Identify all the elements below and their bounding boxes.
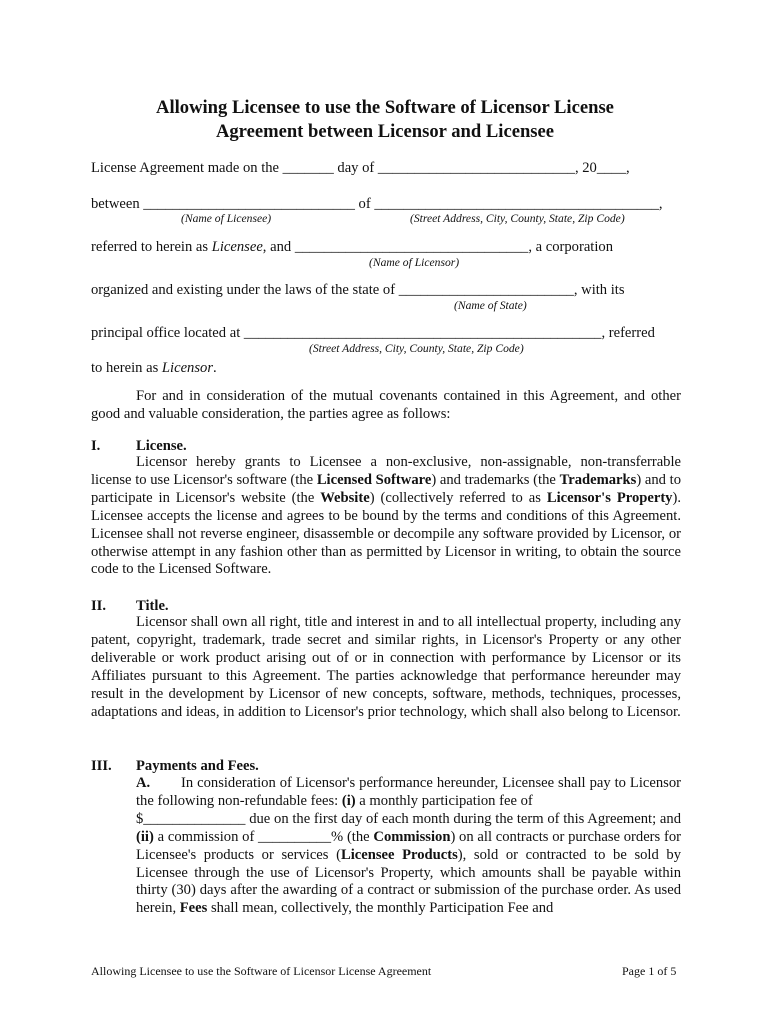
section-i-body: Licensor hereby grants to Licensee a non-exclusive, non-assignable, non-transferrable license to use Licensor's software (the Licensed Software) and trademarks (the Trademarks) and to participate in Licensor's website (the Website) (collectively referred to as Licensor's Property). Licensee accepts the license and agrees to be bound by the terms and conditions of this Agreement. Licensee shall not reverse engineer, disassemble or decompile any software provided by Licensor, or otherwise attempt in any fashion other than as permitted by Licensor in writing, to obtain the source code to the Licensed Software. — [91, 454, 681, 578]
section-iii-a-body: A. In consideration of Licensor's performance hereunder, Licensee shall pay to Licensor the following non-refundable fees: (i) a monthly participation fee of $______________ due on the first day of each month during the term of this Agreement; and (ii) a commission of __________% (the Commission) on all contracts or purchase orders for Licensee's products or services (Licensee Products), sold or contracted to be sold by Licensee through the use of Licensor's Property, which amounts shall be payable within thirty (30) days after the awarding of a contract or submission of the purchase order. As used herein, Fees shall mean, collectively, the monthly Participation Fee and — [136, 775, 681, 917]
footer-document-title: Allowing Licensee to use the Software of Licensor License Agreement — [91, 964, 432, 978]
section-i-heading: I. License. — [91, 438, 187, 454]
consideration-paragraph: For and in consideration of the mutual covenants contained in this Agreement, and other good and valuable consideration, the parties agree as follows: — [91, 388, 681, 422]
caption-street-address-2: (Street Address, City, County, State, Zip Code) — [309, 342, 524, 355]
caption-name-of-licensor: (Name of Licensor) — [369, 256, 460, 269]
licensee-reference-line: referred to herein as Licensee, and ________________________________, a corporation — [91, 239, 614, 255]
licensee-term: Licensee — [211, 239, 263, 255]
state-line: organized and existing under the laws of the state of ________________________, with its — [91, 282, 625, 298]
section-iii-heading: III. Payments and Fees. — [91, 758, 259, 774]
office-line: principal office located at _________________________________________________, referred — [91, 325, 655, 341]
document-title — [90, 96, 680, 144]
agreement-date-line: License Agreement made on the _______ day of ___________________________, 20____, — [91, 160, 630, 176]
caption-name-of-state: (Name of State) — [454, 299, 527, 312]
licensor-reference-line: to herein as Licensor. — [91, 360, 217, 376]
section-ii-heading: II. Title. — [91, 598, 169, 614]
licensor-term: Licensor — [161, 360, 213, 376]
caption-name-of-licensee: (Name of Licensee) — [181, 212, 272, 225]
footer-page-number: Page 1 of 5 — [622, 964, 677, 978]
title-line-1: Allowing Licensee to use the Software of Licensor License — [156, 97, 614, 118]
parties-line: between _____________________________ of _______________________________________, — [91, 196, 663, 212]
caption-street-address: (Street Address, City, County, State, Zip Code) — [410, 212, 625, 225]
section-ii-body: Licensor shall own all right, title and interest in and to all intellectual property, including any patent, copyright, trademark, trade secret and similar rights, in Licensor's Property or any other deliverable or work product arising out of or in connection with performance by Licensor or its Affiliates pursuant to this Agreement. The parties acknowledge that performance hereunder may result in the development by Licensor of new concepts, software, methods, techniques, processes, adaptations and ideas, in addition to Licensor's prior technology, which shall also belong to Licensor. — [91, 614, 681, 720]
title-line-2: Agreement between Licensor and Licensee — [215, 121, 555, 142]
